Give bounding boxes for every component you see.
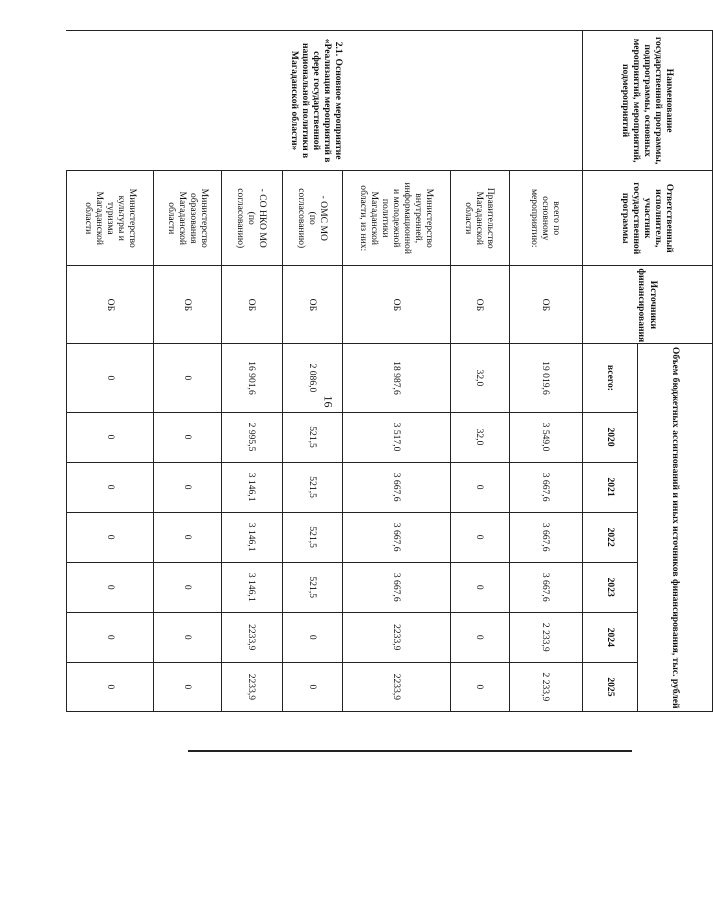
- value-cell: 2233,9: [343, 612, 450, 662]
- value-cell: 2233,9: [221, 662, 282, 711]
- executor-line: области, из них:: [357, 185, 369, 252]
- header-total: всего:: [583, 344, 638, 412]
- header-year: 2023: [583, 562, 638, 612]
- value-cell: 3 667,6: [509, 562, 582, 612]
- value-cell: 0: [154, 662, 221, 711]
- value-cell: 0: [450, 512, 509, 562]
- value-cell: 2 995,5: [221, 412, 282, 462]
- measure-name-top: [566, 31, 583, 171]
- executor-line: Правительство: [485, 187, 497, 249]
- total-cell: 18 987,6: [343, 344, 450, 412]
- value-cell: 3 667,6: [343, 462, 450, 512]
- total-cell: 0: [67, 344, 154, 412]
- executor-line: Министерство: [198, 188, 210, 248]
- source-cell: ОБ: [154, 266, 221, 344]
- value-cell: 3 146,1: [221, 562, 282, 612]
- header-name: Наименование государственной программы, подпрограммы, основных мероприятий, мероприятий, подмероприятий: [583, 31, 713, 171]
- executor-line: Магаданской: [369, 191, 381, 246]
- header-year: 2021: [583, 462, 638, 512]
- value-cell: 2 233,9: [509, 662, 582, 711]
- executor-line: Магаданской: [474, 191, 486, 246]
- value-cell: 0: [67, 612, 154, 662]
- header-volume: Объем бюджетных ассигнований и иных источников финансирования, тыс. рублей: [638, 344, 713, 712]
- executor-line: Министерство: [126, 188, 138, 248]
- total-cell: 2 086,0: [283, 344, 343, 412]
- value-cell: 2 233,9: [509, 612, 582, 662]
- executor-line: Магаданской: [93, 191, 105, 246]
- value-cell: 0: [450, 462, 509, 512]
- value-cell: 521,5: [283, 412, 343, 462]
- value-cell: 0: [450, 612, 509, 662]
- value-cell: 0: [154, 562, 221, 612]
- rotated-page-content: [66, 30, 713, 712]
- executor-line: области: [82, 202, 94, 235]
- value-cell: 521,5: [283, 562, 343, 612]
- total-cell: 32,0: [450, 344, 509, 412]
- source-cell: ОБ: [283, 266, 343, 344]
- value-cell: 0: [67, 462, 154, 512]
- page-number: 16: [321, 395, 336, 408]
- executor-cell: [283, 171, 343, 266]
- footer-divider: [188, 750, 632, 752]
- executor-cell: [450, 171, 509, 266]
- source-cell: ОБ: [67, 266, 154, 344]
- header-source: Источники финансирования: [583, 266, 713, 344]
- value-cell: 521,5: [283, 462, 343, 512]
- header-year: 2022: [583, 512, 638, 562]
- header-executor: Ответственный исполнитель, участник государственной программы: [583, 171, 713, 266]
- value-cell: 3 146,1: [221, 462, 282, 512]
- value-cell: 3 146,1: [221, 512, 282, 562]
- source-cell: ОБ: [221, 266, 282, 344]
- executor-line: основному: [540, 196, 552, 241]
- source-cell: ОБ: [343, 266, 450, 344]
- value-cell: 0: [154, 412, 221, 462]
- value-cell: 0: [67, 662, 154, 711]
- header-year: 2024: [583, 612, 638, 662]
- executor-line: согласованию): [296, 188, 308, 249]
- executor-line: всего по: [551, 201, 563, 236]
- value-cell: 521,5: [283, 512, 343, 562]
- executor-cell: [221, 171, 282, 266]
- measure-name: 2.1. Основное мероприятие «Реализация мероприятий в сфере государственной национальной политики в Магаданской области»: [67, 31, 566, 171]
- value-cell: 0: [154, 512, 221, 562]
- value-cell: 2233,9: [343, 662, 450, 711]
- total-cell: 16 901,6: [221, 344, 282, 412]
- value-cell: 0: [67, 412, 154, 462]
- executor-line: (по: [307, 211, 319, 225]
- value-cell: 3 667,6: [509, 512, 582, 562]
- source-cell: ОБ: [450, 266, 509, 344]
- financing-table: [66, 30, 713, 712]
- executor-line: согласованию): [235, 188, 247, 249]
- value-cell: 0: [450, 662, 509, 711]
- executor-line: Магаданской: [176, 191, 188, 246]
- executor-cell: [509, 171, 582, 266]
- value-cell: 0: [450, 562, 509, 612]
- value-cell: 32,0: [450, 412, 509, 462]
- executor-line: политики: [380, 198, 392, 238]
- executor-line: мероприятию:: [529, 188, 541, 248]
- executor-line: образования: [187, 192, 199, 244]
- executor-line: туризма: [104, 201, 116, 235]
- value-cell: 0: [154, 462, 221, 512]
- executor-cell: [154, 171, 221, 266]
- executor-line: области: [165, 202, 177, 235]
- value-cell: 0: [67, 562, 154, 612]
- value-cell: 0: [283, 662, 343, 711]
- value-cell: 3 517,0: [343, 412, 450, 462]
- executor-line: Министерство: [424, 188, 436, 248]
- executor-cell: [67, 171, 154, 266]
- executor-line: (по: [246, 211, 258, 225]
- value-cell: 3 549,0: [509, 412, 582, 462]
- total-cell: 0: [154, 344, 221, 412]
- executor-line: области: [463, 202, 475, 235]
- header-year: 2025: [583, 662, 638, 711]
- executor-line: и молодежной: [391, 189, 403, 248]
- header-year: 2020: [583, 412, 638, 462]
- value-cell: 0: [154, 612, 221, 662]
- source-cell: ОБ: [509, 266, 582, 344]
- executor-cell: [343, 171, 450, 266]
- executor-line: - ОМС МО: [318, 195, 330, 241]
- value-cell: 0: [283, 612, 343, 662]
- value-cell: 3 667,6: [343, 512, 450, 562]
- executor-line: культуры и: [115, 195, 127, 241]
- value-cell: 2233,9: [221, 612, 282, 662]
- executor-line: информационной: [402, 182, 414, 254]
- value-cell: 3 667,6: [343, 562, 450, 612]
- executor-line: - СО НКО МО: [257, 188, 269, 248]
- value-cell: 3 667,6: [509, 462, 582, 512]
- value-cell: 0: [67, 512, 154, 562]
- executor-line: внутренней,: [413, 193, 425, 244]
- total-cell: 19 019,6: [509, 344, 582, 412]
